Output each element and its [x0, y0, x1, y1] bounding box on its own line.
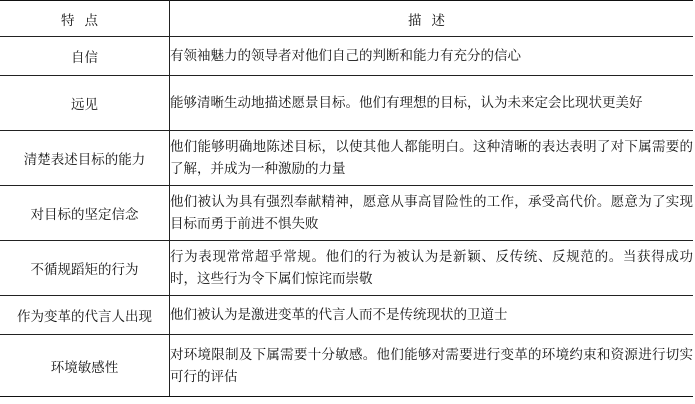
table-row	[0, 186, 693, 241]
description-cell: 他们被认为是激进变革的代言人而不是传统现状的卫道士	[170, 296, 694, 335]
description-cell: 行为表现常常超乎常规。他们的行为被认为是新颖、反传统、反规范的。当获得成功时，这些行为令下属们惊诧而崇敬	[170, 241, 694, 296]
header-row	[0, 1, 693, 37]
table-row	[0, 131, 693, 186]
table-row	[0, 76, 693, 131]
description-cell: 有领袖魅力的领导者对他们自己的判断和能力有充分的信心	[170, 37, 694, 76]
feature-cell: 环境敏感性	[0, 335, 170, 397]
description-cell: 能够清晰生动地描述愿景目标。他们有理想的目标，认为未来定会比现状更美好	[170, 76, 694, 131]
feature-cell: 作为变革的代言人出现	[0, 296, 170, 335]
description-cell: 他们能够明确地陈述目标，以使其他人都能明白。这种清晰的表达表明了对下属需要的了解，并成为一种激励的力量	[170, 131, 694, 186]
table-row	[0, 296, 693, 335]
feature-cell: 远见	[0, 76, 170, 131]
table-row	[0, 241, 693, 296]
table-row	[0, 37, 693, 76]
feature-cell: 对目标的坚定信念	[0, 186, 170, 241]
description-cell: 他们被认为具有强烈奉献精神，愿意从事高冒险性的工作，承受高代价。愿意为了实现目标而勇于前进不惧失败	[170, 186, 694, 241]
table-row	[0, 335, 693, 397]
table-body	[0, 37, 693, 397]
feature-cell: 不循规蹈矩的行为	[0, 241, 170, 296]
header-feature: 特点	[0, 1, 170, 37]
table-header	[0, 1, 693, 37]
header-description: 描述	[170, 1, 694, 37]
feature-cell: 自信	[0, 37, 170, 76]
description-cell: 对环境限制及下属需要十分敏感。他们能够对需要进行变革的环境约束和资源进行切实可行的评估	[170, 335, 694, 397]
feature-cell: 清楚表述目标的能力	[0, 131, 170, 186]
